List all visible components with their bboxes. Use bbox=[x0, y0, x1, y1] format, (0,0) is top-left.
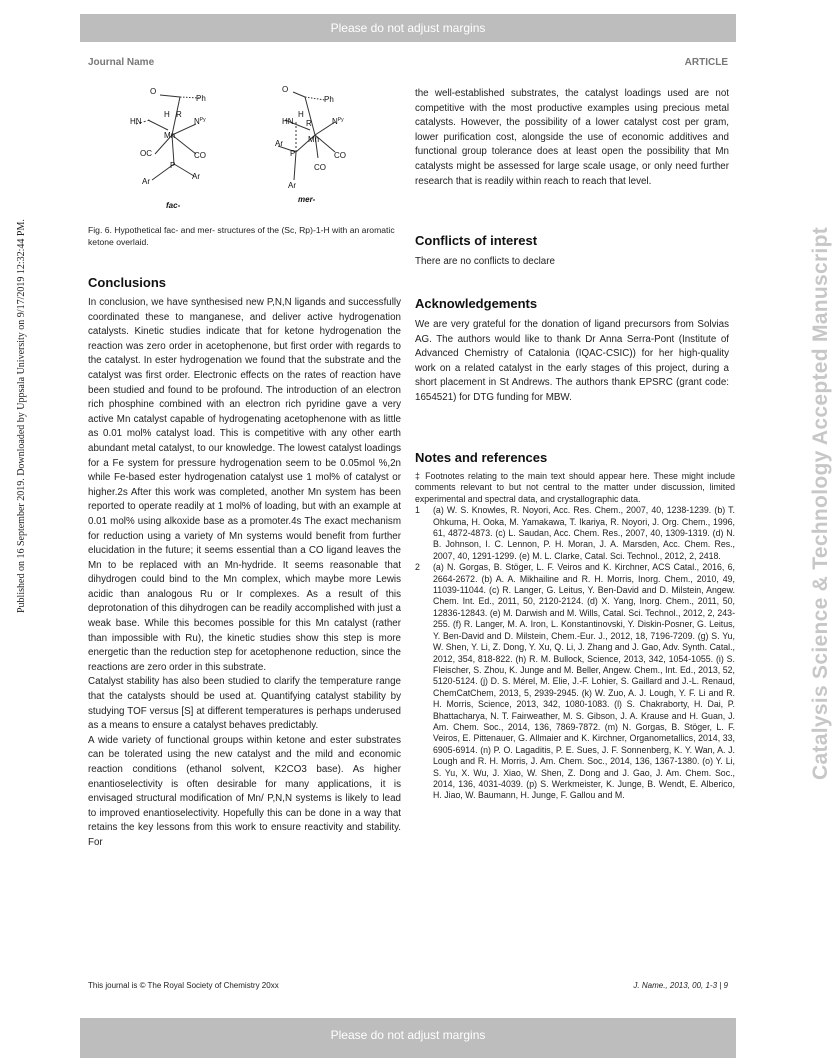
conflicts-text: There are no conflicts to declare bbox=[415, 256, 555, 267]
svg-text:HN: HN bbox=[130, 117, 142, 126]
svg-text:Ph: Ph bbox=[196, 94, 206, 103]
svg-text:Ph: Ph bbox=[324, 95, 334, 104]
fac-label: fac- bbox=[166, 201, 181, 210]
acknowledgements-heading: Acknowledgements bbox=[415, 296, 538, 311]
margin-warning-bottom: Please do not adjust margins bbox=[80, 1018, 736, 1058]
conclusions-heading: Conclusions bbox=[88, 275, 167, 290]
mer-label: mer- bbox=[298, 195, 316, 204]
svg-text:HN: HN bbox=[282, 117, 294, 126]
mn-complex-structures-figure bbox=[110, 80, 370, 215]
references-list bbox=[415, 471, 735, 802]
reference-item bbox=[415, 562, 735, 802]
reference-number: 2 bbox=[415, 562, 420, 573]
conclusions-paragraph-3: A wide variety of functional groups within ketone and ester substrates can be tolerated using the new catalyst and the mild and economic reaction conditions (ethanol solvent, K2CO3 base). As higher enantioselectivity is often desirable for many applications, it is envisaged structural modification of Mn/ P,N,N systems is likely to lead to improved enantioselectivity. Hopefully this can be done in a way that retains the key lessons from this work to ensure reactivity and stability. For bbox=[88, 734, 401, 848]
svg-text:OC: OC bbox=[140, 149, 152, 158]
article-label: ARTICLE bbox=[684, 57, 728, 68]
svg-text:R: R bbox=[176, 110, 182, 119]
svg-text:P: P bbox=[290, 149, 296, 158]
reference-number: 1 bbox=[415, 505, 420, 516]
right-column-continuation: the well-established substrates, the catalyst loadings used are not competitive with the most productive examples using precious metal catalysts. However, the possibility of a lower catalyst cost per gram, lower purification cost, alongside the use of economic additives and functional group tolerance does at least open the possibility that Mn catalysts might be assessed for large scale usage, or only need further research that is readily within reach to reach that level. bbox=[415, 88, 729, 187]
svg-text:Mn: Mn bbox=[308, 135, 320, 144]
svg-text:CO: CO bbox=[334, 151, 346, 160]
svg-text:O: O bbox=[150, 87, 157, 96]
svg-text:R: R bbox=[306, 119, 312, 128]
reference-text: (a) W. S. Knowles, R. Noyori, Acc. Res. Chem., 2007, 40, 1238-1239. (b) T. Ohkuma, H. Ooka, M. Yamakawa, T. Ikariya, R. Noyori, J. Org. Chem., 1996, 61, 4872-4873. (c) L. Saudan, Acc. Chem. Res., 2007, 40, 1309-1319. (d) N. B. Johnson, I. C. Lennon, P. H. Moran, J. A. Marsden, Acc. Chem. Res., 2007, 40, 1291-1299. (e) M. L. Clarke, Catal. Sci. Technol., 2012, 2, 2418. bbox=[433, 505, 735, 561]
reference-item bbox=[415, 505, 735, 562]
conclusions-paragraph-2: Catalyst stability has also been studied to clarify the temperature range that the catalysts should be used at. Quantifying catalyst stability by studying TOF versus [S] at different temperatures is perhaps underused as a means to ensure a catalyst behaves predictably. bbox=[88, 676, 401, 732]
svg-text:P: P bbox=[170, 161, 176, 170]
svg-text:Mn: Mn bbox=[164, 131, 176, 140]
svg-text:Ar: Ar bbox=[142, 177, 150, 186]
conflicts-heading: Conflicts of interest bbox=[415, 233, 538, 248]
publication-stamp: Published on 16 September 2019. Downloaded by Uppsala University on 9/17/2019 12:32:44 PM. bbox=[16, 219, 27, 613]
svg-text:CO: CO bbox=[314, 163, 326, 172]
svg-text:Ar: Ar bbox=[192, 172, 200, 181]
reference-text: (a) N. Gorgas, B. Stöger, L. F. Veiros and K. Kirchner, ACS Catal., 2016, 6, 2664-2672. (b) A. A. Mikhailine and R. H. Morris, Inorg. Chem., 2010, 49, 11039-11044. (c) R. Langer, G. Leitus, Y. Ben-David and D. Milstein, Angew. Chem. Int. Ed., 2011, 50, 2120-2124. (d) X. Yang, Inorg. Chem., 2011, 50, 12836-12843. (e) M. Darwish and M. Wills, Catal. Sci. Technol., 2012, 2, 243-255. (f) R. Langer, M. A. Iron, L. Konstantinovski, Y. Diskin-Posner, G. Leitus, Y. Ben-David and D. Milstein, Chem.-Eur. J., 2012, 18, 7196-7209. (g) S. Yu, W. Shen, Y. Li, Z. Dong, Y. Xu, Q. Li, J. Zhang and J. Gao, Adv. Synth. Catal., 2012, 354, 818-822. (h) R. M. Bullock, Science, 2013, 342, 1054-1055. (i) S. Fleischer, S. Zhou, K. Junge and M. Beller, Angew. Chem., Int. Ed., 2013, 52, 5120-5124. (j) D. S. Mérel, M. Elie, J.-F. Lohier, S. Gaillard and J.-L. Renaud, ChemCatChem, 2013, 5, 2939-2945. (k) W. Zuo, A. J. Lough, Y. F. Li and R. H. Morris, Science, 2013, 342, 1080-1083. (l) S. Chakraborty, H. Dai, P. Bhattacharya, N. T. Fairweather, M. S. Gibson, J. A. Krause and H. Guan, J. Am. Chem. Soc., 2014, 136, 7869-7872. (m) N. Gorgas, B. Stöger, L. F. Veiros, E. Pittenauer, G. Allmaier and K. Kirchner, Organometallics, 2014, 33, 6905-6914. (n) P. O. Lagaditis, P. E. Sues, J. F. Sonnenberg, K. Y. Wan, A. J. Lough and R. H. Morris, J. Am. Chem. Soc., 2014, 136, 1367-1380. (o) Y. Li, S. Yu, X. Wu, J. Xiao, W. Shen, Z. Dong and J. Gao, J. Am. Chem. Soc., 2014, 136, 4031-4039. (p) S. Werkmeister, K. Junge, B. Wendt, E. Alberico, H. Jiao, W. Baumann, H. Junge, F. Gallou and M. bbox=[433, 562, 735, 801]
svg-text:CO: CO bbox=[194, 151, 206, 160]
svg-text:NPy: $N^{Py}$ bbox=[332, 117, 344, 126]
acknowledgements-text: We are very grateful for the donation of ligand precursors from Solvias AG. The authors would like to thank Dr Anna Serra-Pont (Institute of Advanced Chemistry of Catalonia (IQAC-CSIC)) for her high-quality work on a related catalyst in the early stages of this project, during a short placement in St Andrews. The authors thank EPSRC (grant code: 1654521) for DTG funding for MBW. bbox=[415, 319, 729, 403]
notes-heading: Notes and references bbox=[415, 450, 548, 465]
margin-warning-top: Please do not adjust margins bbox=[80, 14, 736, 42]
svg-text:H: H bbox=[164, 110, 170, 119]
svg-text:H: H bbox=[298, 110, 304, 119]
footnote-text: ‡ Footnotes relating to the main text should appear here. These might include comments relevant to but not central to the matter under discussion, limited experimental and spectral data, and crystallographic data. bbox=[415, 471, 735, 504]
svg-text:O: O bbox=[282, 85, 289, 94]
accepted-manuscript-watermark: Catalysis Science & Technology Accepted Manuscript bbox=[809, 227, 832, 780]
figure-caption: Fig. 6. Hypothetical fac- and mer- structures of the (Sc, Rp)-1-H with an aromatic ketone overlaid. bbox=[88, 225, 395, 247]
journal-name: Journal Name bbox=[88, 57, 155, 68]
svg-text:Ar: Ar bbox=[288, 181, 296, 190]
svg-text:Ar: Ar bbox=[275, 139, 283, 148]
conclusions-paragraph-1: In conclusion, we have synthesised new P,N,N ligands and successfully coordinated these to manganese, and deliver active hydrogenation catalysts. Kinetic studies indicate that for ketone hydrogenation the reaction was zero order in acetophenone, but first order with regards to the catalyst. In ester hydrogenation we found that the substrate and the catalyst was first order. Electronic effects on the rates of reaction have been studied and found to be profound. The introduction of an electron rich phosphine combined with an electron rich pyridine gave a very active Mn catalyst capable of hydrogenating acetophenone with as little as 0.01 mol% catalyst load. This is competitive with any other earth abundant metal catalyst, to our knowledge. The lowest catalyst loadings for a Fe system for pressure hydrogenation seem to be 0.05mol %,2n while Fe-based ester hydrogenation catalyst use 1 mol% of catalyst or higher.2s After this work was completed, another Mn system has been reported to operate readily at 1 mol% of loading, but with an example at 0.01 mol% using alkoxide base as a promoter.4s The exact mechanism for reduction using a variety of Mn systems would benefit from further elucidation in the future; it seems essential than a CO ligand leaves the Mn to be replaced with an Mn-hydride. It seems reasonable that dihydrogen could bind to the Mn complex, which maybe more Lewis acidic than analogous Ru or Ir complexes. As a result of this deprotonation of this dihydrogen can be readily accomplished with just a weak base. While this becomes possible for this Mn catalyst (rather than impossible with Ru), the kinetic studies show this step is more energetic than the reduction step for acetophenone reduction, since the reactions are zero order in this substrate. bbox=[88, 297, 401, 673]
conclusions-body bbox=[88, 296, 401, 851]
footer-citation: J. Name., 2013, 00, 1-3 | 9 bbox=[633, 981, 728, 990]
footer-copyright: This journal is © The Royal Society of Chemistry 20xx bbox=[88, 981, 279, 990]
svg-text:NPy: $N^{Py}$ bbox=[194, 117, 206, 126]
